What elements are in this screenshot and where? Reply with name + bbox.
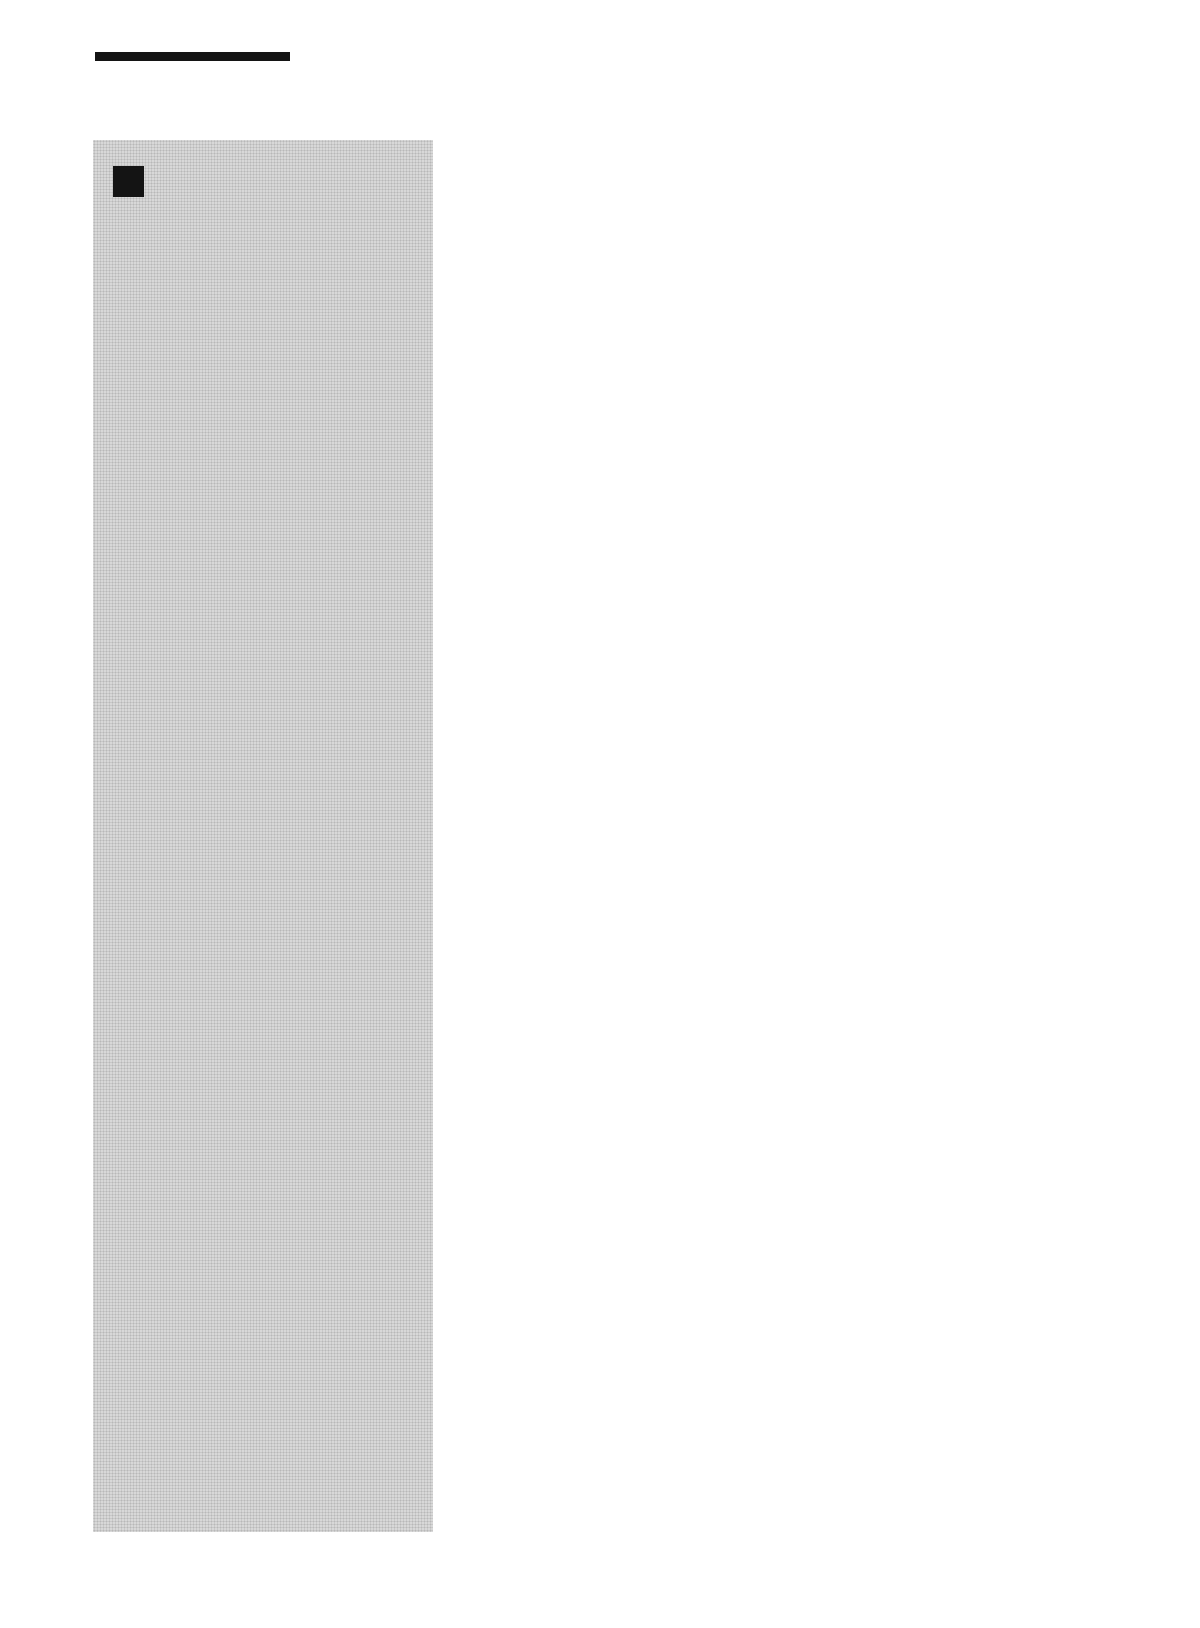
drop-box-icon bbox=[113, 166, 144, 197]
article-column-3 bbox=[822, 136, 1157, 172]
page-footer bbox=[95, 1568, 109, 1587]
section-rule bbox=[95, 52, 290, 61]
sidebar-box bbox=[93, 140, 433, 1532]
